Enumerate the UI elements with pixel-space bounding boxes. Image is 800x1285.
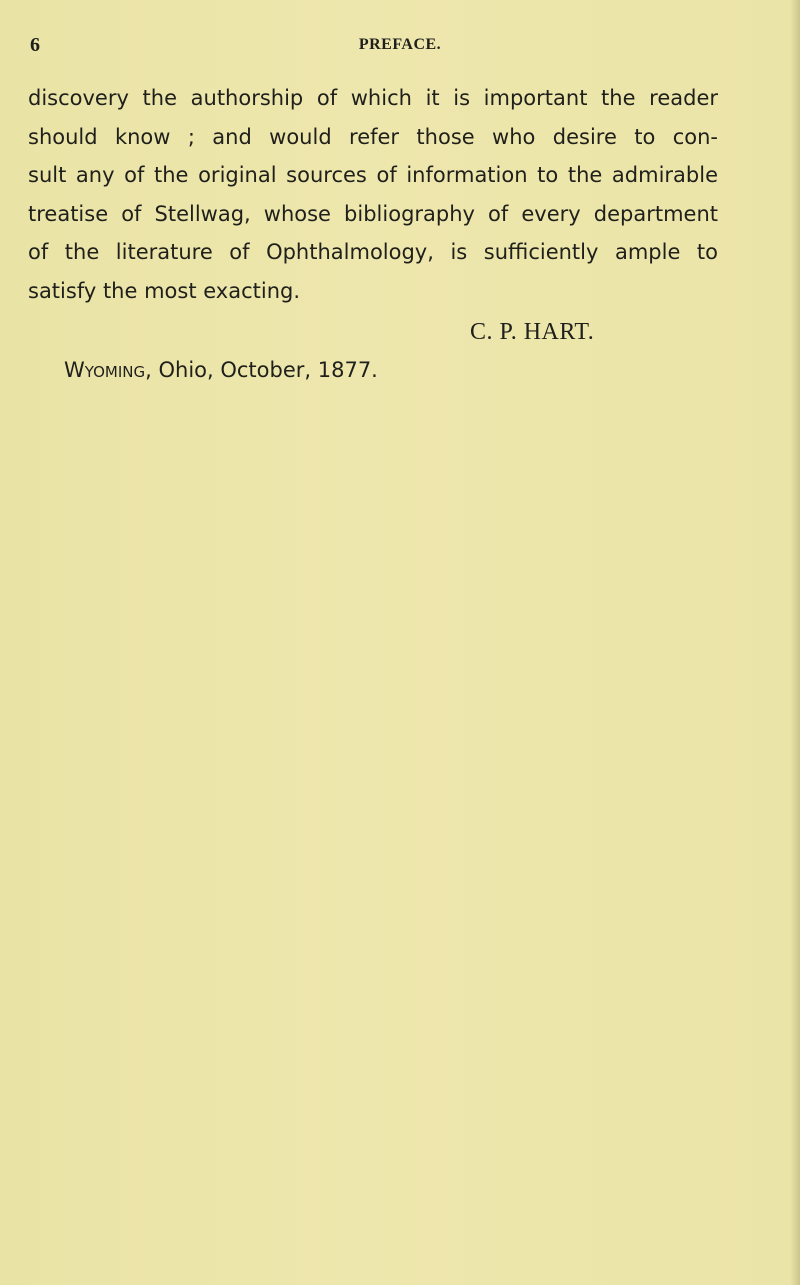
place-and-date [64, 351, 378, 389]
text-line-4: treatise of Stellwag, whose bibliography of every department [28, 201, 718, 226]
running-title: PREFACE. [358, 36, 442, 53]
text-line-6: satisfy the most exacting. [28, 278, 301, 303]
text-line-5: of the literature of Ophthalmology, is sufficiently ample to [28, 240, 718, 264]
running-header [30, 32, 770, 58]
date-text: , Ohio, October, 1877. [145, 358, 378, 382]
text-line-1: discovery the authorship of which it is important the reader [28, 86, 718, 110]
place-name: Wyoming [64, 358, 146, 382]
page-edge-shadow [790, 0, 800, 1285]
author-signature: C. P. HART. [470, 319, 595, 345]
page-number: 6 [30, 34, 40, 56]
text-line-2: should know ; and would refer those who desire to con- [28, 124, 718, 149]
text-line-3: sult any of the original sources of information to the admirable [28, 163, 718, 187]
preface-paragraph [28, 79, 718, 310]
